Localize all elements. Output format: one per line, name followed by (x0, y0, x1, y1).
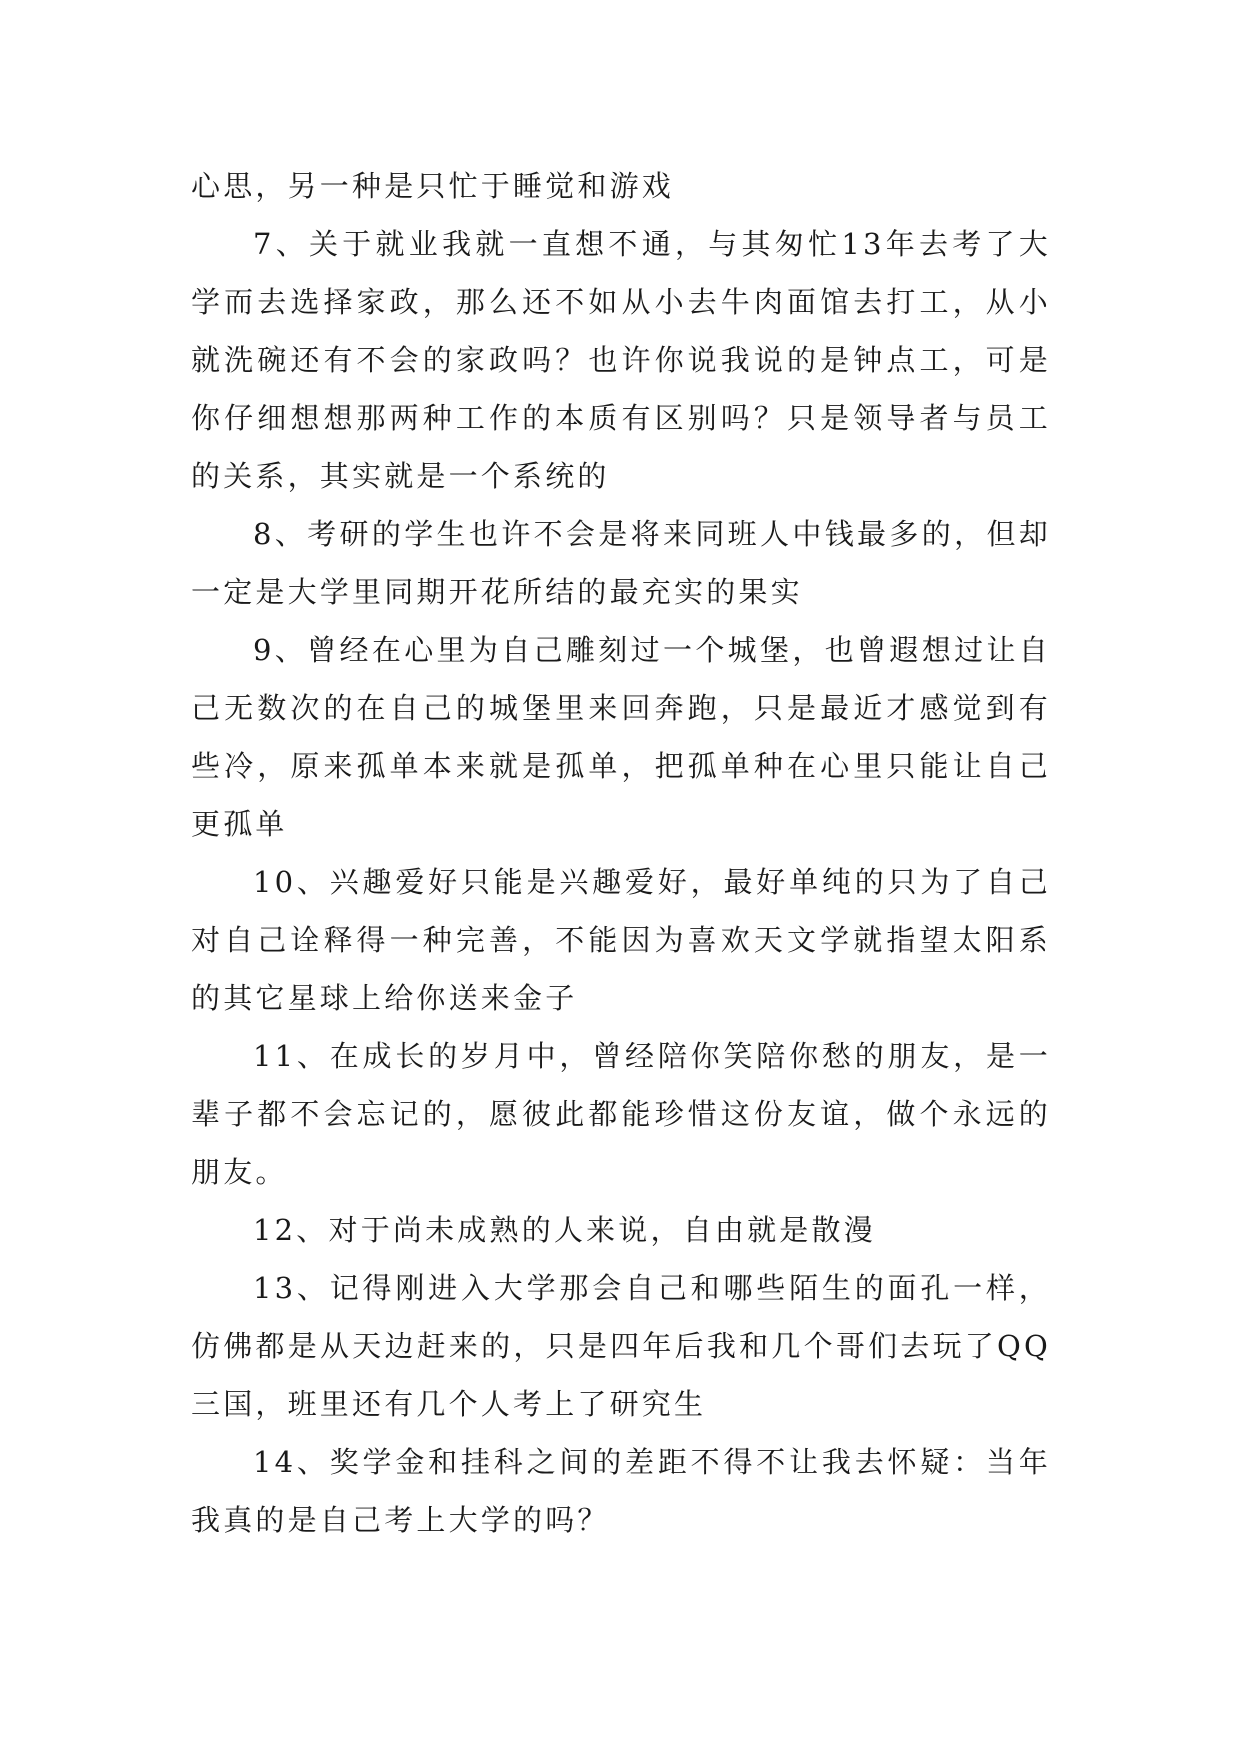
document-body (191, 157, 1051, 1549)
paragraph-continuation: 心思，另一种是只忙于睡觉和游戏 (191, 169, 675, 203)
paragraph-item-11: 11、在成长的岁月中，曾经陪你笑陪你愁的朋友，是一辈子都不会忘记的，愿彼此都能珍惜这份友谊，做个永远的朋友。 (191, 1039, 1051, 1189)
paragraph-item-7: 7、关于就业我就一直想不通，与其匆忙13年去考了大学而去选择家政，那么还不如从小去牛肉面馆去打工，从小就洗碗还有不会的家政吗？也许你说我说的是钟点工，可是你仔细想想那两种工作的本质有区别吗？只是领导者与员工的关系，其实就是一个系统的 (191, 227, 1051, 493)
paragraph-item-14: 14、奖学金和挂科之间的差距不得不让我去怀疑：当年我真的是自己考上大学的吗？ (191, 1445, 1051, 1537)
paragraph-item-9: 9、曾经在心里为自己雕刻过一个城堡，也曾遐想过让自己无数次的在自己的城堡里来回奔跑，只是最近才感觉到有些冷，原来孤单本来就是孤单，把孤单种在心里只能让自己更孤单 (191, 633, 1051, 841)
paragraph-item-10: 10、兴趣爱好只能是兴趣爱好，最好单纯的只为了自己对自己诠释得一种完善，不能因为喜欢天文学就指望太阳系的其它星球上给你送来金子 (191, 865, 1051, 1015)
paragraph-item-12: 12、对于尚未成熟的人来说，自由就是散漫 (253, 1213, 876, 1247)
paragraph-item-13: 13、记得刚进入大学那会自己和哪些陌生的面孔一样，仿佛都是从天边赶来的，只是四年后我和几个哥们去玩了QQ三国，班里还有几个人考上了研究生 (191, 1271, 1051, 1421)
paragraph-item-8: 8、考研的学生也许不会是将来同班人中钱最多的，但却一定是大学里同期开花所结的最充实的果实 (191, 517, 1051, 609)
